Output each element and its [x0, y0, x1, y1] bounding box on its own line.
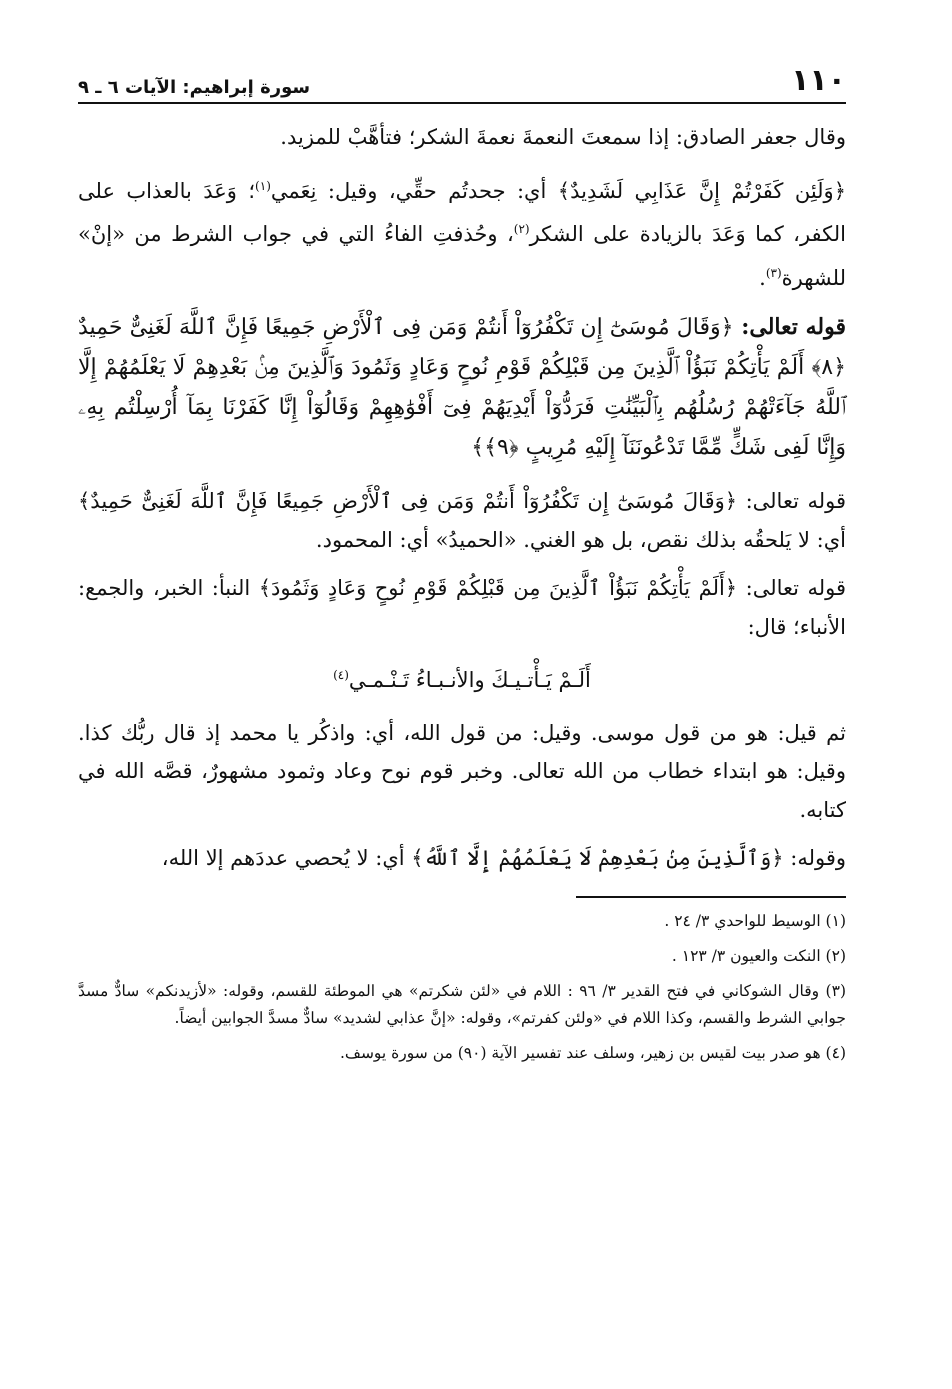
paragraph-5 — [78, 569, 846, 646]
page-header — [78, 58, 846, 104]
paragraph-text: النبأ: الخبر، والجمع: الأنباء؛ قال: — [78, 576, 846, 639]
footnote-1: (١) الوسيط للواحدي ٣/ ٢٤ . — [664, 911, 846, 930]
footnote-divider — [576, 896, 846, 898]
paragraph-1: وقال جعفر الصادق: إذا سمعتَ النعمةَ نعمةَ الشكر؛ فتأهَّبْ للمزيد. — [280, 125, 846, 149]
footnote-2: (٢) النكت والعيون ٣/ ١٢٣ . — [671, 946, 846, 965]
quran-verses: ﴿وَقَالَ مُوسَىٰٓ إِن تَكْفُرُوٓاْ أَنتُمْ وَمَن فِى ٱلْأَرْضِ جَمِيعًا فَإِنَّ ٱللَّهَ لَغَنِىٌّ حَمِيدٌ ﴿٨﴾ أَلَمْ يَأْتِكُمْ نَبَؤُاْ ٱلَّذِينَ مِن قَبْلِكُمْ قَوْمِ نُوحٍ وَعَادٍ وَثَمُودَ وَٱلَّذِينَ مِنۢ بَعْدِهِمْ لَا يَعْلَمُهُمْ إِلَّا ٱللَّهُ جَآءَتْهُمْ رُسُلُهُم بِٱلْبَيِّنَٰتِ فَرَدُّوٓاْ أَيْدِيَهُمْ فِىٓ أَفْوَٰهِهِمْ وَقَالُوٓاْ إِنَّا كَفَرْنَا بِمَآ أُرْسِلْتُم بِهِۦ وَإِنَّا لَفِى شَكٍّ مِّمَّا تَدْعُونَنَآ إِلَيْهِ مُرِيبٍ ﴿٩﴾﴾ — [78, 315, 846, 460]
poem-text: أَلَـمْ يَـأْتـيـكَ والأنـبـاءُ تَـنْـمـي — [348, 668, 591, 692]
verse-block — [78, 307, 846, 468]
running-title: سورة إبراهيم: الآيات ٦ ـ ٩ — [78, 77, 311, 98]
quran-quote: ﴿أَلَمْ يَأْتِكُمْ نَبَؤُاْ ٱلَّذِينَ مِن قَبْلِكُمْ قَوْمِ نُوحٍ وَعَادٍ وَثَمُودَ﴾ — [258, 576, 738, 600]
paragraph-lead: قوله تعالى: — [737, 576, 847, 600]
footnotes — [78, 908, 846, 1067]
quran-quote: ﴿وَلَئِن كَفَرْتُمْ إِنَّ عَذَابِي لَشَدِيدٌ﴾ — [557, 178, 847, 203]
quran-quote: ﴿وَٱلَّذِينَ مِنۢ بَعْدِهِمْ لَا يَعْلَمُهُمْ إِلَّا ٱللَّهُ﴾ — [411, 846, 784, 870]
poem-verse — [78, 656, 846, 700]
paragraph-text: ، وحُذفتِ الفاءُ التي في جواب الشرط من «إنْ» للشهرة — [78, 222, 846, 290]
paragraph-4 — [78, 482, 846, 559]
paragraph-text: . — [759, 265, 766, 290]
paragraph-text: ؛ وَعَدَ بالعذاب على الكفر، كما وَعَدَ بالزيادة على الشكر — [78, 178, 847, 246]
footnote-ref-1: (١) — [255, 178, 271, 193]
quran-quote: ﴿وَقَالَ مُوسَىٰٓ إِن تَكْفُرُوٓاْ أَنتُمْ وَمَن فِى ٱلْأَرْضِ جَمِيعًا فَإِنَّ ٱللَّهَ لَغَنِىٌّ حَمِيدٌ﴾ — [78, 489, 738, 513]
paragraph-6: ثم قيل: هو من قول موسى. وقيل: من قول الله، أي: واذكُر يا محمد إذ قال ربُّك كذا. وقيل: هو ابتداء خطاب من الله تعالى. وخبر قوم نوح وعاد وثمود مشهورٌ، قصَّه الله في كتابه. — [78, 720, 846, 822]
footnote-ref-3: (٣) — [765, 265, 782, 280]
page-number: ١١٠ — [791, 63, 846, 98]
paragraph-7 — [78, 839, 846, 878]
paragraph-2 — [78, 167, 846, 298]
footnote-4: (٤) هو صدر بيت لقيس بن زهير، وسلف عند تفسير الآية (٩٠) من سورة يوسف. — [339, 1043, 846, 1062]
paragraph-lead: وقوله: — [783, 846, 846, 870]
paragraph-text: أي: لا يُحصي عددَهم إلا الله، — [161, 846, 412, 870]
paragraph-text: أي: جحدتُم حقِّي، وقيل: نِعَمي — [270, 178, 558, 203]
main-text — [78, 118, 846, 878]
footnote-ref-4: (٤) — [333, 668, 349, 682]
verse-lead: قوله تعالى: — [733, 314, 846, 340]
footnote-ref-2: (٢) — [513, 222, 530, 236]
paragraph-lead: قوله تعالى: — [737, 489, 846, 513]
paragraph-text: أي: لا يَلحقُه بذلك نقص، بل هو الغني. «الحميدُ» أي: المحمود. — [315, 527, 846, 552]
footnote-3: (٣) وقال الشوكاني في فتح القدير ٣/ ٩٦ : اللام في «لئن شكرتم» هي الموطئة للقسم، وقوله: «لأزيدنكم» سادٌّ مسدَّ جوابي الشرط والقسم، وكذا اللام في «ولئن كفرتم»، وقوله: «إنَّ عذابي لشديد» سادٌّ مسدَّ الجوابين أيضاً. — [78, 981, 846, 1027]
